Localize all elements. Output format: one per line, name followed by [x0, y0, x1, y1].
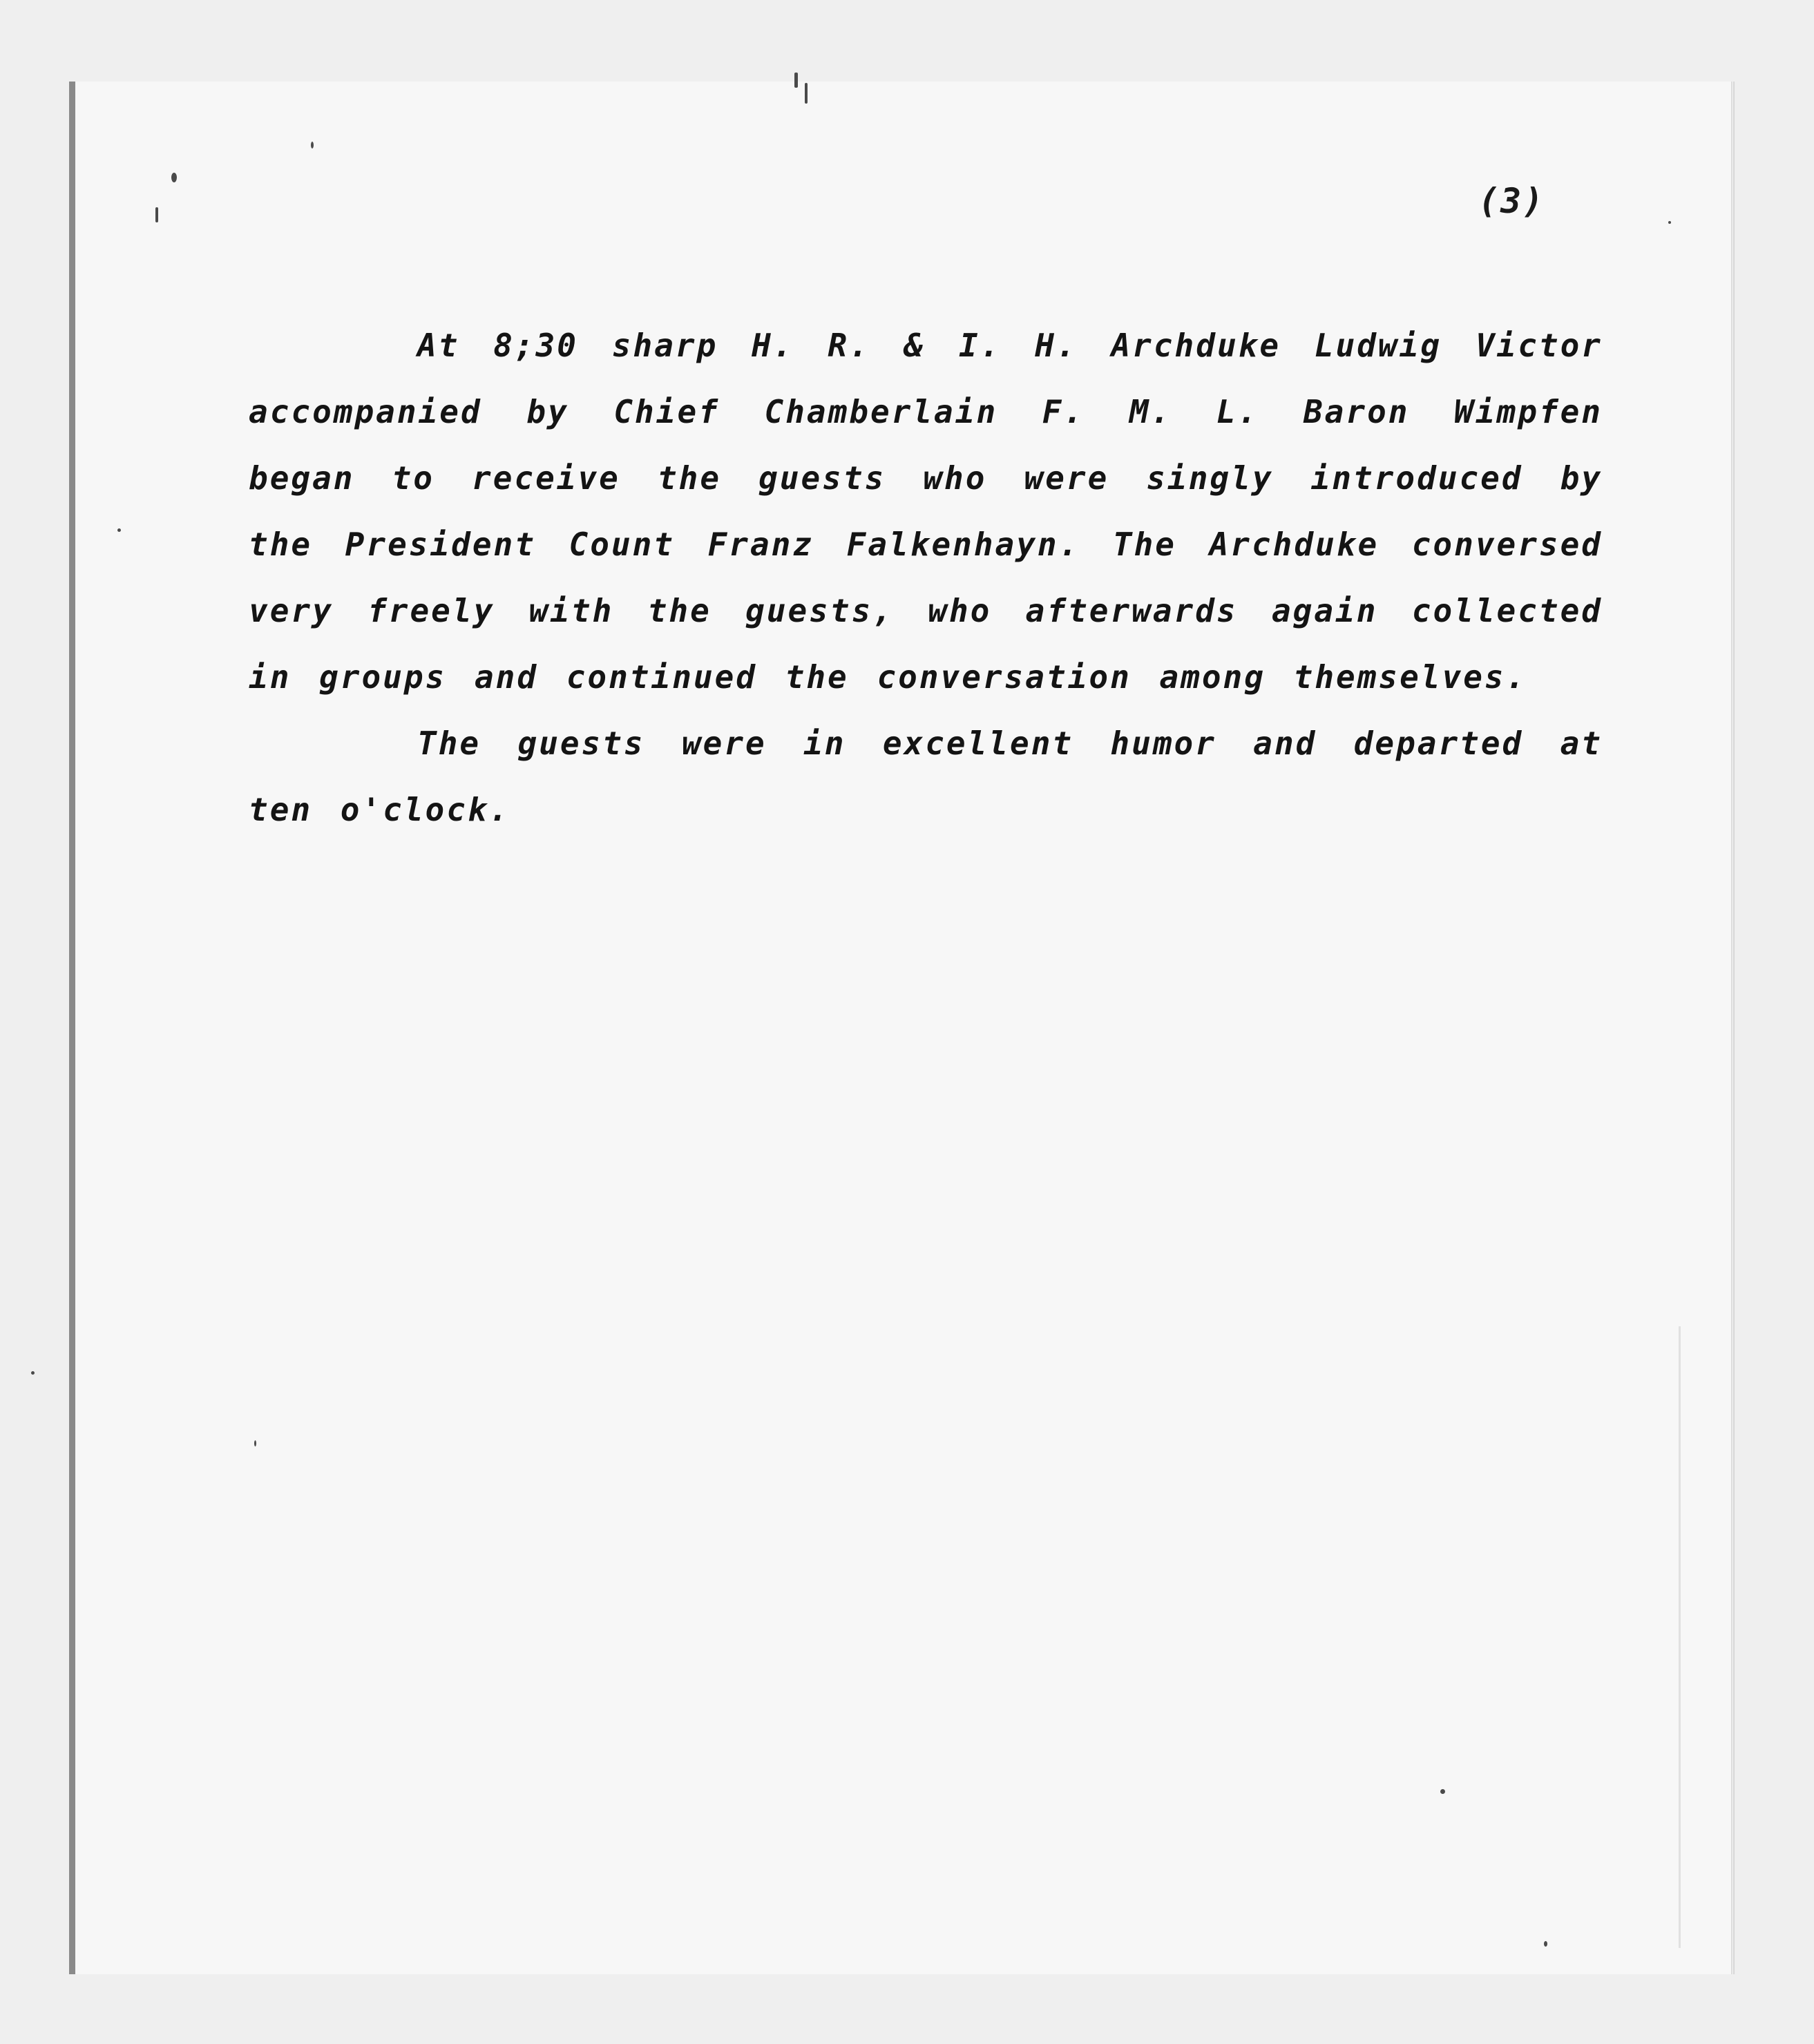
scan-speck	[254, 1440, 256, 1446]
scan-speck	[311, 142, 314, 149]
sheet-right-edge	[1731, 82, 1732, 1974]
scan-speck	[1544, 1941, 1547, 1947]
paragraph-reception: At 8;30 sharp H. R. & I. H. Archduke Ludwig Victor accompanied by Chief Chamberlain F. M. L. Baron Wimpfen began to receive the guests who were singly introduced by the President Count Franz Falkenhayn. The Archduke conversed very freely with the guests, who afterwards again collected in groups and continued the conversation among themselves.	[249, 327, 1603, 696]
scan-speck	[805, 83, 808, 104]
second-sheet-edge	[1679, 1326, 1681, 1948]
scan-speck	[155, 207, 158, 222]
scan-speck	[1440, 1789, 1445, 1794]
paragraph-departure: The guests were in excellent humor and departed at ten o'clock.	[249, 725, 1603, 828]
scan-speck	[31, 1371, 35, 1375]
scan-speck	[117, 528, 121, 532]
page-number: (3)	[1478, 181, 1545, 221]
scan-speck	[1668, 221, 1671, 224]
document-body	[249, 312, 1603, 843]
scan-speck	[794, 73, 798, 88]
scan-speck	[171, 173, 177, 182]
